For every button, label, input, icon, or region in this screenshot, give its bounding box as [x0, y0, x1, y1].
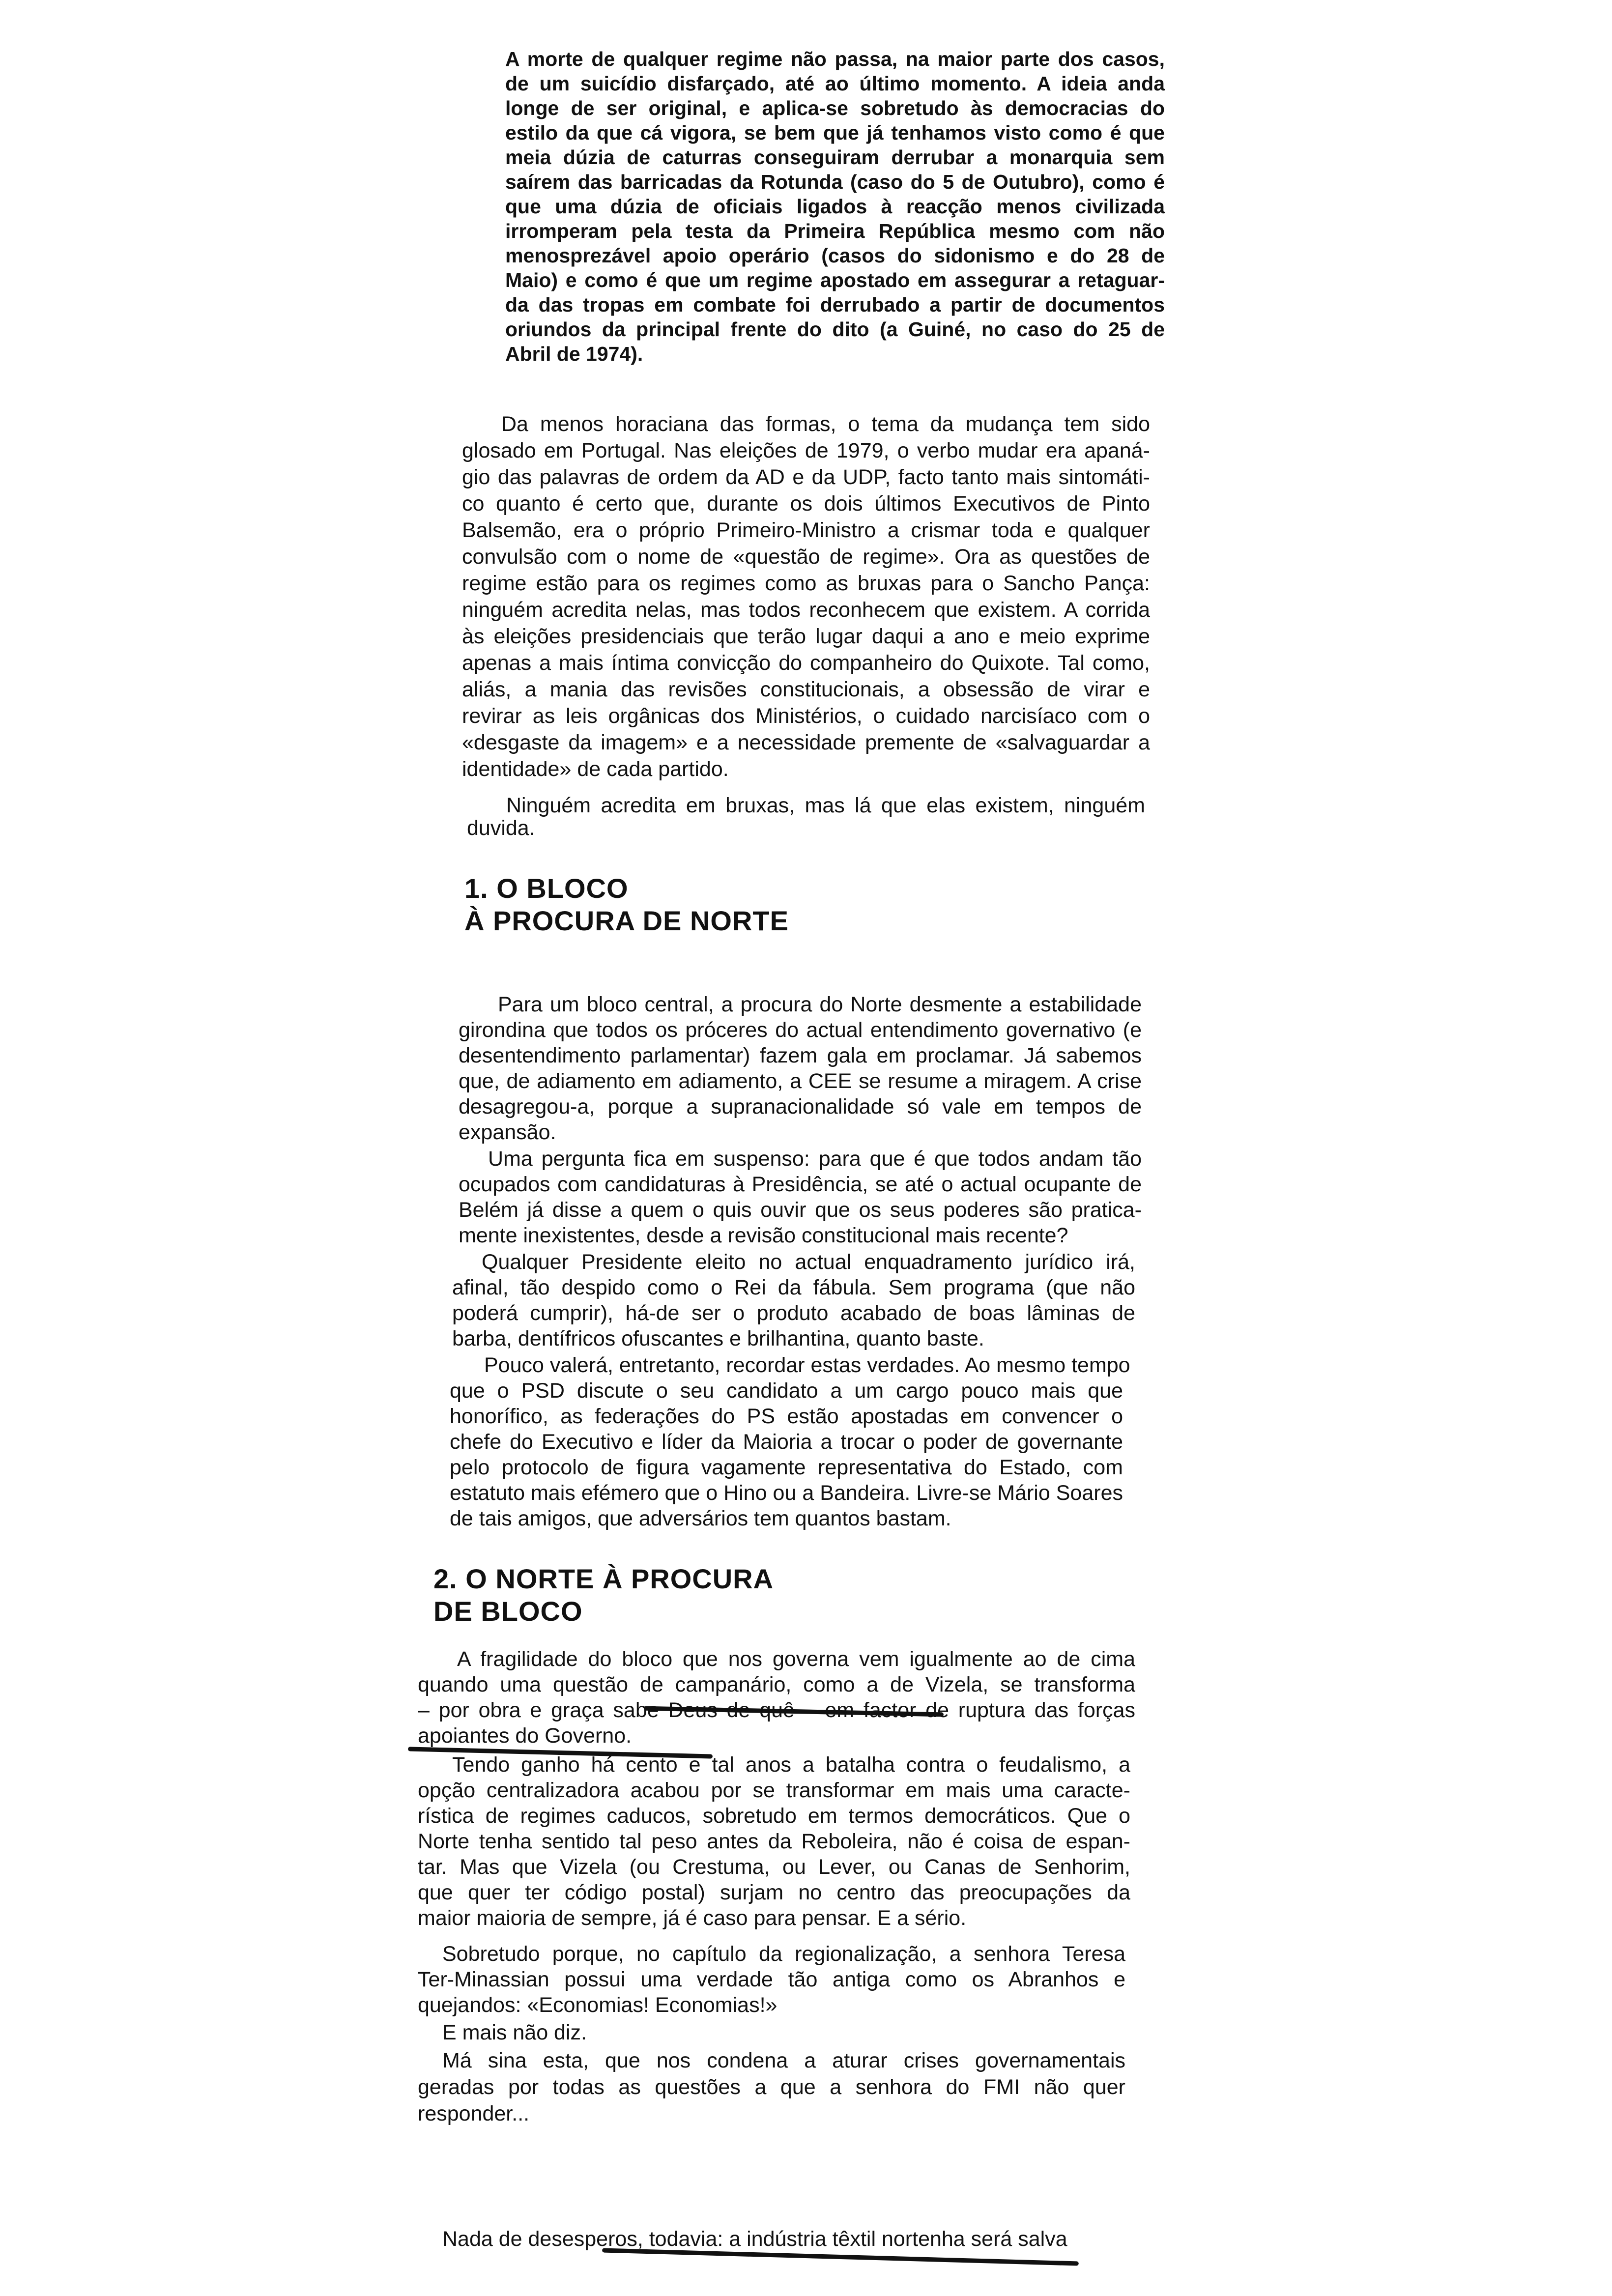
- text-line: convulsão com o nome de «questão de regime». Ora as questões de: [462, 545, 1150, 569]
- text-line: longe de ser original, e aplica-se sobretudo às democracias do: [505, 97, 1165, 119]
- text-line: co quanto é certo que, durante os dois últimos Executivos de Pinto: [462, 492, 1150, 516]
- text-line: apenas a mais íntima convicção do companheiro do Quixote. Tal como,: [462, 651, 1150, 675]
- text-line: Uma pergunta fica em suspenso: para que é que todos andam tão: [488, 1147, 1142, 1171]
- text-line: de tais amigos, que adversários tem quantos bastam.: [450, 1507, 951, 1530]
- text-line: opção centralizadora acabou por se transformar em mais uma caracte-: [418, 1779, 1130, 1802]
- text-line: menosprezável apoio operário (casos do sidonismo e do 28 de: [505, 244, 1165, 267]
- text-line: meia dúzia de caturras conseguiram derrubar a monarquia sem: [505, 146, 1165, 169]
- paragraph-sobretudo: [418, 1941, 1125, 2018]
- text-line: às eleições presidenciais que terão lugar daqui a ano e meio exprime: [462, 625, 1150, 648]
- text-line: – por obra e graça sabe Deus de quê – em factor de ruptura das forças: [418, 1698, 1135, 1722]
- text-line: mente inexistentes, desde a revisão constitucional mais recente?: [459, 1224, 1068, 1247]
- text-line: duvida.: [467, 816, 535, 840]
- text-line: Sobretudo porque, no capítulo da regionalização, a senhora Teresa: [442, 1942, 1125, 1966]
- text-line: revirar as leis orgânicas dos Ministérios, o cuidado narcisíaco com o: [462, 704, 1150, 728]
- heading-line: DE BLOCO: [433, 1596, 583, 1627]
- text-line: quejandos: «Economias! Economias!»: [418, 1993, 777, 2017]
- text-line: oriundos da principal frente do dito (a Guiné, no caso do 25 de: [505, 318, 1165, 341]
- text-line: A morte de qualquer regime não passa, na maior parte dos casos,: [505, 48, 1165, 70]
- text-line: que uma dúzia de oficiais ligados à reacção menos civilizada: [505, 195, 1165, 218]
- text-line: barba, dentífricos ofuscantes e brilhantina, quanto baste.: [452, 1327, 984, 1350]
- text-line: glosado em Portugal. Nas eleições de 1979, o verbo mudar era apaná-: [462, 439, 1150, 462]
- text-line: aliás, a mania das revisões constitucionais, a obsessão de virar e: [462, 678, 1150, 701]
- paragraph-bloco-central: [459, 992, 1142, 1145]
- text-line: geradas por todas as questões a que a senhora do FMI não quer: [418, 2075, 1125, 2099]
- text-line: identidade» de cada partido.: [462, 757, 729, 781]
- text-line: expansão.: [459, 1120, 556, 1144]
- text-line: Balsemão, era o próprio Primeiro-Ministro a crismar toda e qualquer: [462, 518, 1150, 542]
- text-line: rística de regimes caducos, sobretudo em termos democráticos. Que o: [418, 1804, 1130, 1828]
- text-line: desagregou-a, porque a supranacionalidade só vale em tempos de: [459, 1095, 1142, 1119]
- text-line: girondina que todos os próceres do actual entendimento governativo (e: [459, 1018, 1142, 1042]
- text-line: que quer ter código postal) surjam no centro das preocupações da: [418, 1881, 1130, 1904]
- text-line: estatuto mais efémero que o Hino ou a Bandeira. Livre-se Mário Soares: [450, 1481, 1123, 1505]
- text-line: Belém já disse a quem o quis ouvir que os seus poderes são pratica-: [459, 1198, 1142, 1222]
- text-line: Da menos horaciana das formas, o tema da mudança tem sido: [501, 412, 1150, 436]
- text-line: gio das palavras de ordem da AD e da UDP, facto tanto mais sintomáti-: [462, 465, 1150, 489]
- text-line: responder...: [418, 2102, 530, 2125]
- text-line: apoiantes do Governo.: [418, 1724, 632, 1748]
- text-line: Para um bloco central, a procura do Norte desmente a estabilidade: [498, 993, 1142, 1016]
- text-line: Maio) e como é que um regime apostado em assegurar a retaguar-: [505, 269, 1165, 291]
- paragraph-bruxas: [467, 794, 1145, 839]
- text-line: Tendo ganho há cento e tal anos a batalha contra o feudalismo, a: [452, 1753, 1130, 1777]
- paragraph-presidente: [452, 1249, 1135, 1351]
- paragraph-pouco-valera: [450, 1352, 1130, 1531]
- text-line: «desgaste da imagem» e a necessidade premente de «salvaguardar a: [462, 731, 1150, 754]
- text-line: Ter-Minassian possui uma verdade tão antiga como os Abranhos e: [418, 1968, 1125, 1991]
- text-line: Ninguém acredita em bruxas, mas lá que elas existem, ninguém: [506, 794, 1145, 817]
- text-line: A fragilidade do bloco que nos governa vem igualmente ao de cima: [457, 1647, 1135, 1671]
- text-line: Norte tenha sentido tal peso antes da Reboleira, não é coisa de espan-: [418, 1830, 1130, 1853]
- paragraph-fragilidade: [418, 1646, 1135, 1749]
- paragraph-intro: [505, 47, 1165, 366]
- heading-line: 1. O BLOCO: [464, 873, 629, 904]
- text-line: Qualquer Presidente eleito no actual enquadramento jurídico irá,: [482, 1250, 1135, 1274]
- text-line: Má sina esta, que nos condena a aturar crises governamentais: [442, 2049, 1125, 2072]
- text-line: afinal, tão despido como o Rei da fábula. Sem programa (que não: [452, 1276, 1135, 1299]
- text-line: irromperam pela testa da Primeira República mesmo com não: [505, 220, 1165, 242]
- paragraph-tendo-ganho: [418, 1752, 1130, 1931]
- text-line: ocupados com candidaturas à Presidência, se até o actual ocupante de: [459, 1173, 1142, 1196]
- text-line: que o PSD discute o seu candidato a um cargo pouco mais que: [450, 1379, 1123, 1403]
- heading-line: 2. O NORTE À PROCURA: [433, 1563, 774, 1594]
- text-line: estilo da que cá vigora, se bem que já tenhamos visto como é que: [505, 121, 1165, 144]
- paragraph-nada-de-desesperos: [418, 2226, 1071, 2252]
- heading-line: À PROCURA DE NORTE: [464, 905, 789, 936]
- text-line: E mais não diz.: [442, 2021, 587, 2044]
- text-line: quando uma questão de campanário, como a de Vizela, se transforma: [418, 1673, 1135, 1696]
- text-line: Pouco valerá, entretanto, recordar estas verdades. Ao mesmo tempo: [484, 1353, 1130, 1377]
- section-heading-2: [433, 1563, 774, 1628]
- text-line: saírem das barricadas da Rotunda (caso do 5 de Outubro), como é: [505, 171, 1165, 193]
- text-line: maior maioria de sempre, já é caso para pensar. E a sério.: [418, 1906, 967, 1930]
- text-line: chefe do Executivo e líder da Maioria a trocar o poder de governante: [450, 1430, 1123, 1454]
- text-line: de um suicídio disfarçado, até ao último momento. A ideia anda: [505, 72, 1165, 95]
- section-heading-1: [464, 872, 789, 937]
- paragraph-horaciana: [462, 411, 1150, 782]
- text-line: desentendimento parlamentar) fazem gala em proclamar. Já sabemos: [459, 1044, 1142, 1067]
- text-line: regime estão para os regimes como as bruxas para o Sancho Pança:: [462, 572, 1150, 595]
- paragraph-pergunta: [459, 1146, 1142, 1248]
- text-line: da das tropas em combate foi derrubado a partir de documentos: [505, 293, 1165, 316]
- text-line: Nada de desesperos, todavia: a indústria têxtil nortenha será salva: [442, 2227, 1067, 2251]
- text-line: tar. Mas que Vizela (ou Crestuma, ou Lever, ou Canas de Senhorim,: [418, 1855, 1130, 1879]
- text-line: que, de adiamento em adiamento, a CEE se resume a miragem. A crise: [459, 1069, 1142, 1093]
- text-line: poderá cumprir), há-de ser o produto acabado de boas lâminas de: [452, 1301, 1135, 1325]
- paragraph-ma-sina: [418, 2047, 1125, 2127]
- text-line: pelo protocolo de figura vagamente representativa do Estado, com: [450, 1456, 1123, 1479]
- text-line: ninguém acredita nelas, mas todos reconhecem que existem. A corrida: [462, 598, 1150, 622]
- text-line: honorífico, as federações do PS estão apostadas em convencer o: [450, 1405, 1123, 1428]
- text-line: Abril de 1974).: [505, 343, 643, 365]
- paragraph-mais-nao-diz: [418, 2020, 1125, 2045]
